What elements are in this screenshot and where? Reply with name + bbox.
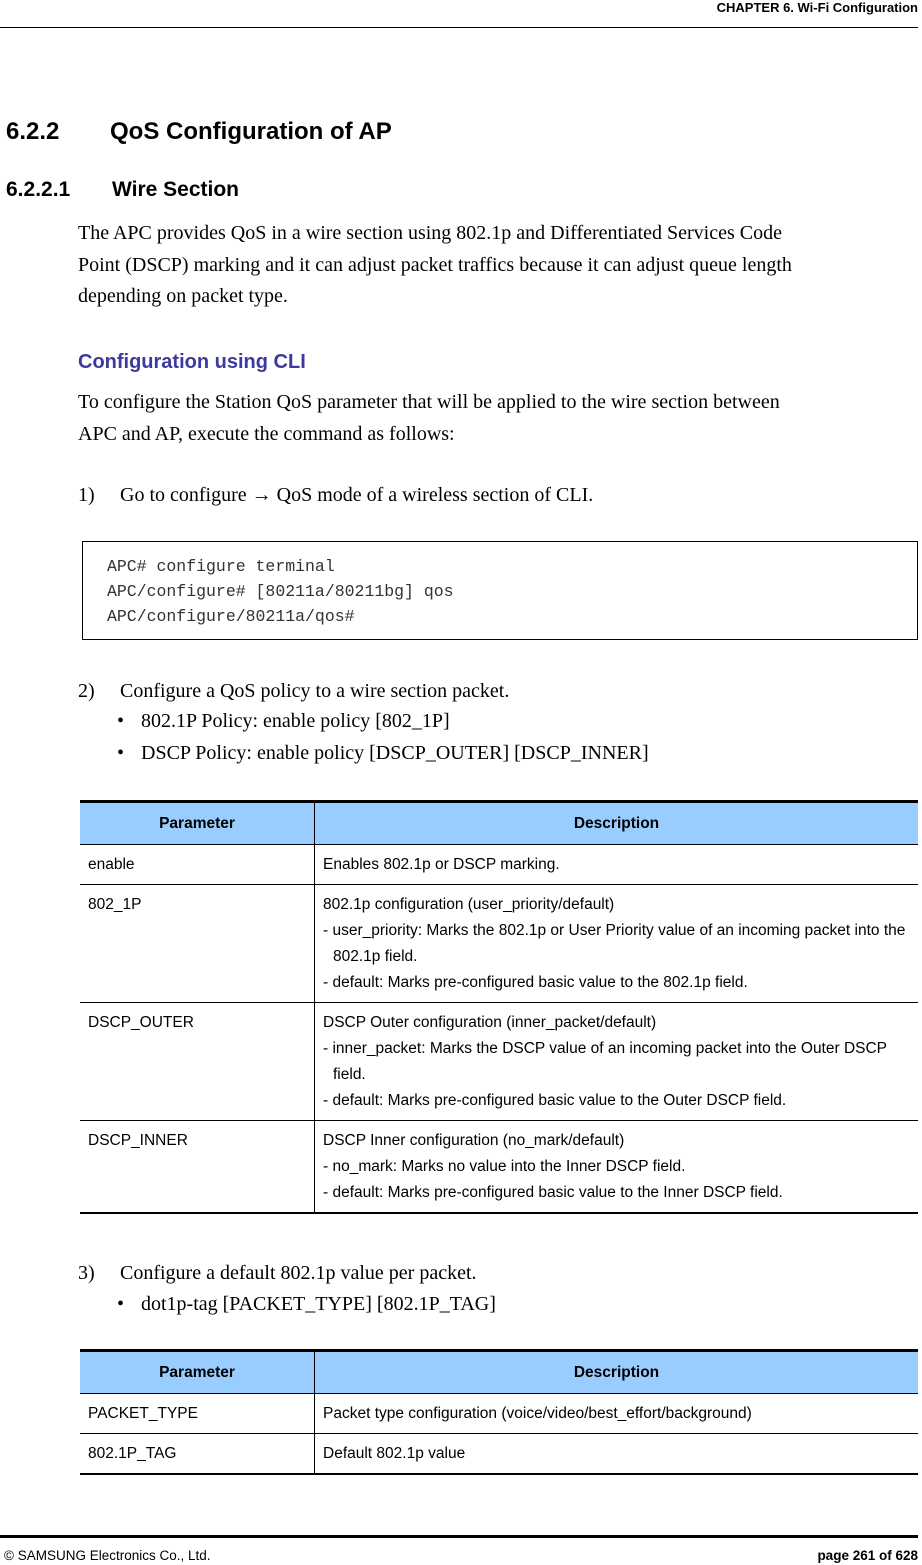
bullet-dot-icon: •: [117, 710, 125, 732]
step-number: 3): [78, 1262, 95, 1284]
description-line: - default: Marks pre-configured basic value to the Inner DSCP field.: [323, 1184, 783, 1201]
description-line: 802.1p configuration (user_priority/default): [323, 896, 615, 913]
column-header: Description: [315, 802, 919, 845]
arrow-icon: →: [251, 484, 272, 506]
bullet-text: 802.1P Policy: enable policy [802_1P]: [141, 710, 450, 732]
packet-tag-parameter-table: [80, 1349, 918, 1475]
description-cell: [315, 1003, 919, 1121]
bullet-text: DSCP Policy: enable policy [DSCP_OUTER] [DSCP_INNER]: [141, 742, 649, 764]
table-row: [80, 885, 918, 1003]
intro-line: depending on packet type.: [78, 285, 288, 307]
step-text: Go to configure: [120, 484, 252, 506]
table-row: [80, 1121, 918, 1214]
code-line: APC/configure# [80211a/80211bg] qos: [107, 582, 454, 601]
step-text: Configure a default 802.1p value per packet.: [120, 1262, 477, 1284]
param-cell: 802_1P: [80, 885, 315, 1003]
step-text: Configure a QoS policy to a wire section packet.: [120, 680, 510, 702]
bullet-dot-icon: •: [117, 742, 125, 764]
subsection-title: Wire Section: [112, 178, 240, 201]
bullet-text: dot1p-tag [PACKET_TYPE] [802.1P_TAG]: [141, 1293, 496, 1315]
code-block: [82, 541, 918, 640]
code-line: APC/configure/80211a/qos#: [107, 607, 355, 626]
param-cell: 802.1P_TAG: [80, 1434, 315, 1475]
cli-intro-paragraph: [78, 387, 918, 450]
description-line: DSCP Inner configuration (no_mark/default): [323, 1132, 625, 1149]
policy-parameter-table: [80, 800, 918, 1214]
column-header: Description: [315, 1351, 919, 1394]
intro-paragraph: [78, 218, 918, 313]
table-row: [80, 1003, 918, 1121]
description-line: - inner_packet: Marks the DSCP value of an incoming packet into the Outer DSCP field.: [323, 1040, 887, 1083]
description-cell: [315, 845, 919, 885]
table-row: [80, 845, 918, 885]
subsection-number: 6.2.2.1: [6, 178, 71, 201]
description-cell: [315, 1121, 919, 1214]
subsection-heading: [6, 178, 239, 202]
step-2: [78, 676, 509, 706]
description-cell: Default 802.1p value: [315, 1434, 919, 1475]
page-header: [0, 0, 918, 28]
cli-heading: Configuration using CLI: [78, 351, 306, 373]
description-cell: Packet type configuration (voice/video/best_effort/background): [315, 1394, 919, 1434]
description-cell: [315, 885, 919, 1003]
column-header: Parameter: [80, 1351, 315, 1394]
param-cell: enable: [80, 845, 315, 885]
bullet-dot-icon: •: [117, 1293, 125, 1315]
page-number: page 261 of 628: [817, 1548, 918, 1563]
column-header: Parameter: [80, 802, 315, 845]
step-1: [78, 480, 593, 510]
step-number: 1): [78, 484, 95, 506]
cli-intro-line: To configure the Station QoS parameter that will be applied to the wire section between: [78, 391, 780, 413]
table-header-row: [80, 1351, 918, 1394]
section-number: 6.2.2: [6, 118, 60, 145]
step-3: [78, 1258, 477, 1288]
description-line: - default: Marks pre-configured basic value to the Outer DSCP field.: [323, 1092, 787, 1109]
intro-line: The APC provides QoS in a wire section using 802.1p and Differentiated Services Code: [78, 222, 782, 244]
code-line: APC# configure terminal: [107, 557, 335, 576]
bullet-item: [117, 738, 649, 768]
step-text: QoS mode of a wireless section of CLI.: [271, 484, 594, 506]
table-row: [80, 1434, 918, 1475]
description-line: DSCP Outer configuration (inner_packet/default): [323, 1014, 657, 1031]
chapter-title: CHAPTER 6. Wi-Fi Configuration: [716, 0, 918, 15]
page-footer: [0, 1535, 918, 1563]
bullet-item: [117, 706, 450, 736]
copyright: © SAMSUNG Electronics Co., Ltd.: [4, 1548, 211, 1563]
table-header-row: [80, 802, 918, 845]
description-line: - user_priority: Marks the 802.1p or User Priority value of an incoming packet into the 802.1p field.: [323, 922, 906, 965]
description-line: - default: Marks pre-configured basic value to the 802.1p field.: [323, 974, 748, 991]
step-number: 2): [78, 680, 95, 702]
cli-intro-line: APC and AP, execute the command as follows:: [78, 422, 455, 445]
description-line: Enables 802.1p or DSCP marking.: [323, 856, 560, 873]
section-heading: [6, 118, 392, 146]
param-cell: PACKET_TYPE: [80, 1394, 315, 1434]
intro-line: Point (DSCP) marking and it can adjust packet traffics because it can adjust queue length: [78, 253, 792, 276]
bullet-item: [117, 1289, 496, 1319]
table-row: [80, 1394, 918, 1434]
section-title: QoS Configuration of AP: [110, 118, 392, 145]
description-line: - no_mark: Marks no value into the Inner DSCP field.: [323, 1158, 686, 1175]
param-cell: DSCP_INNER: [80, 1121, 315, 1214]
param-cell: DSCP_OUTER: [80, 1003, 315, 1121]
